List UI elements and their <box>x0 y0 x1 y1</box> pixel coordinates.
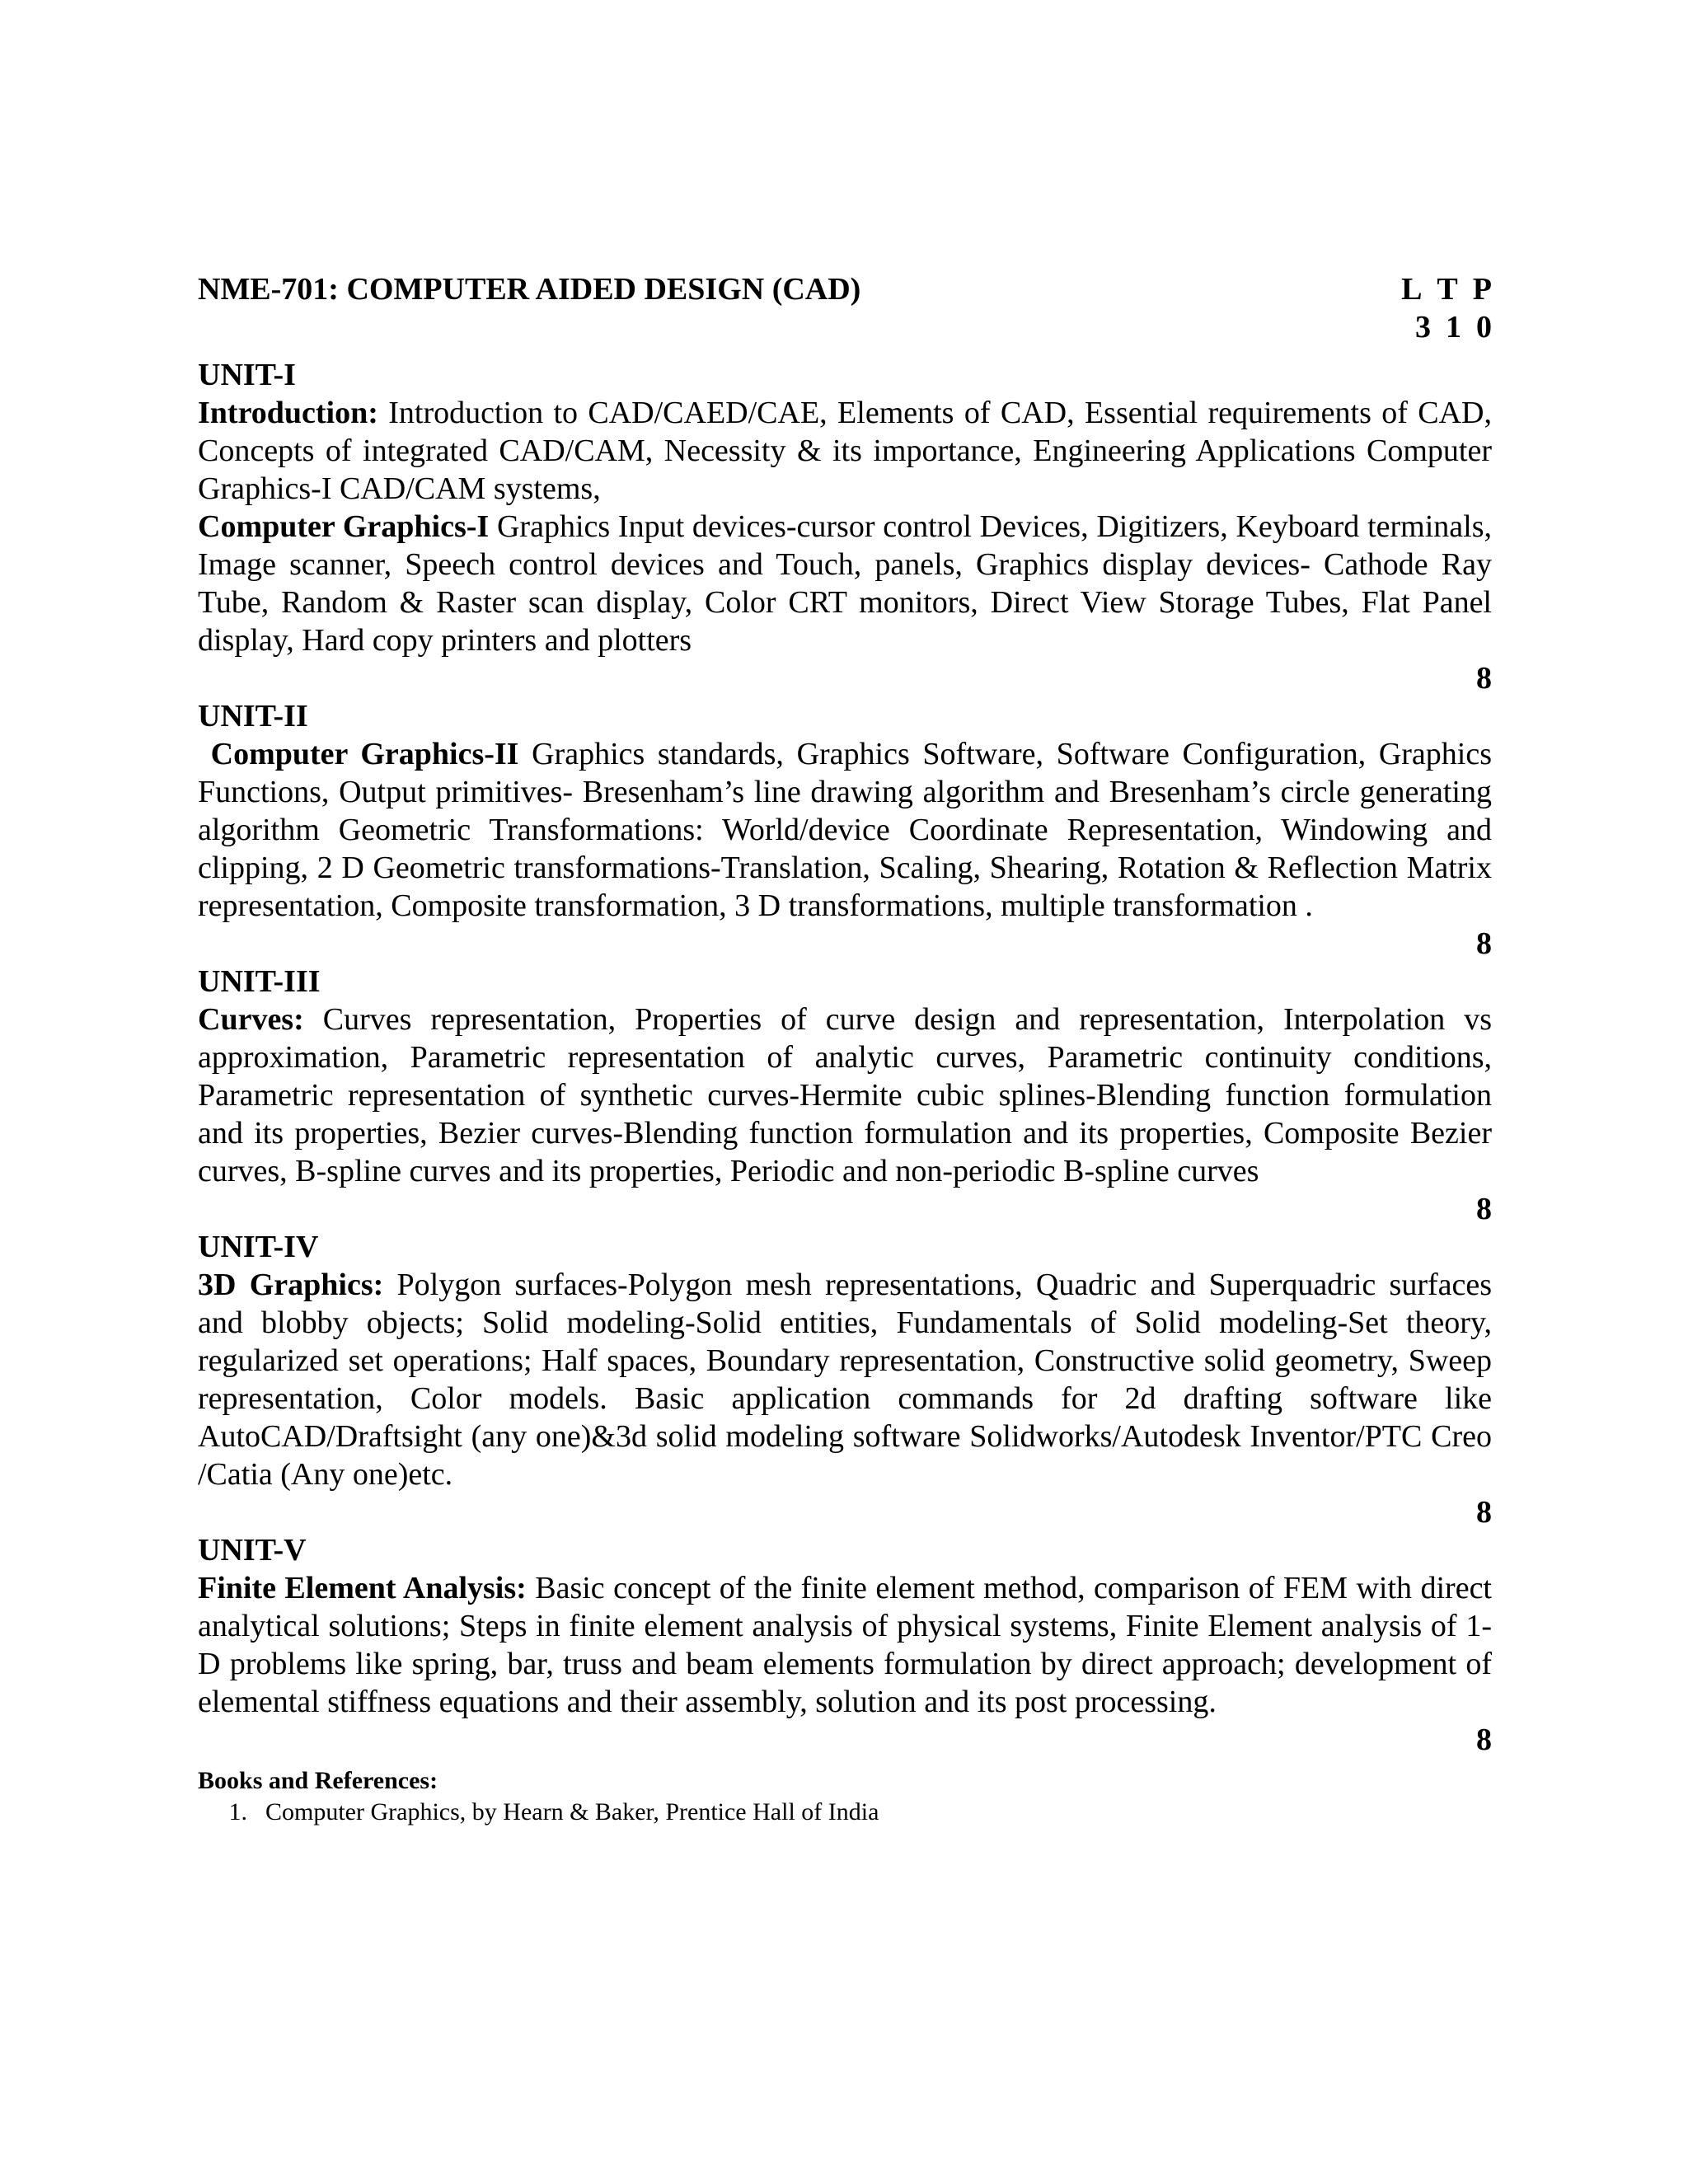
unit-2-section <box>198 697 1492 963</box>
topic-text: Graphics Input devices-cursor control Devices, Digitizers, Keyboard terminals, Image scanner, Speech control devices and Touch, panels, Graphics display devices- Cathode Ray Tube, Random & Raster scan display, Color CRT monitors, Direct View Storage Tubes, Flat Panel display, Hard copy printers and plotters <box>198 509 1492 658</box>
ltp-label-t: T <box>1437 272 1458 307</box>
book-number: 1. <box>228 1798 247 1825</box>
topic-text: Polygon surfaces-Polygon mesh representations, Quadric and Superquadric surfaces and blobby objects; Solid modeling-Solid entities, Fundamentals of Solid modeling-Set theory, regularized set operations; Half spaces, Boundary representation, Constructive solid geometry, Sweep representation, Color models. Basic application commands for 2d drafting software like AutoCAD/Draftsight (any one)&3d solid modeling software Solidworks/Autodesk Inventor/PTC Creo /Catia (Any one)etc. <box>198 1268 1493 1492</box>
unit-paragraph <box>198 1001 1492 1190</box>
topic-label: Computer Graphics-I <box>198 509 490 544</box>
ltp-value-p: 0 <box>1476 310 1492 344</box>
ltp-value-l: 3 <box>1415 310 1431 344</box>
ltp-label-l: L <box>1401 272 1423 307</box>
unit-hours: 8 <box>1476 1495 1492 1530</box>
books-section <box>198 1765 1492 1828</box>
unit-heading: UNIT-V <box>198 1533 307 1568</box>
topic-label: Computer Graphics-II <box>198 737 519 771</box>
unit-5-section <box>198 1531 1492 1759</box>
book-text: Computer Graphics, by Hearn & Baker, Prentice Hall of India <box>265 1798 879 1825</box>
topic-text: Basic concept of the finite element method, comparison of FEM with direct analytical solutions; Steps in finite element analysis of physical systems, Finite Element analysis of 1-D problems like spring, bar, truss and beam elements formulation by direct approach; development of elemental stiffness equations and their assembly, solution and its post processing. <box>198 1571 1492 1719</box>
unit-paragraph <box>198 1569 1492 1721</box>
unit-hours: 8 <box>1476 1192 1492 1226</box>
unit-paragraph <box>198 1266 1492 1493</box>
topic-text: Graphics standards, Graphics Software, Software Configuration, Graphics Functions, Output primitives- Bresenham’s line drawing algorithm and Bresenham’s circle generating algorithm Geometric Transformations: World/device Coordinate Representation, Windowing and clipping, 2 D Geometric transformations-Translation, Scaling, Shearing, Rotation & Reflection Matrix representation, Composite transformation, 3 D transformations, multiple transformation . <box>198 737 1492 923</box>
books-list <box>198 1797 1492 1828</box>
unit-heading: UNIT-III <box>198 964 321 999</box>
unit-hours: 8 <box>1476 1722 1492 1757</box>
ltp-labels-row <box>1401 270 1492 308</box>
unit-paragraph <box>198 735 1492 925</box>
syllabus-page <box>198 264 1492 1828</box>
topic-label: Finite Element Analysis: <box>198 1571 527 1605</box>
unit-paragraph <box>198 394 1492 508</box>
ltp-table <box>1401 270 1492 346</box>
unit-4-section <box>198 1228 1492 1531</box>
unit-hours: 8 <box>1476 661 1492 696</box>
topic-label: Curves: <box>198 1002 304 1037</box>
ltp-values-row <box>1401 308 1492 346</box>
unit-heading: UNIT-I <box>198 358 296 392</box>
unit-1-section <box>198 356 1492 697</box>
topic-text: Curves representation, Properties of curve design and representation, Interpolation vs approximation, Parametric representation of analytic curves, Parametric continuity conditions, Parametric representation of synthetic curves-Hermite cubic splines-Blending function formulation and its properties, Bezier curves-Blending function formulation and its properties, Composite Bezier curves, B-spline curves and its properties, Periodic and non-periodic B-spline curves <box>198 1002 1492 1188</box>
unit-heading: UNIT-II <box>198 699 308 733</box>
books-heading: Books and References: <box>198 1767 438 1794</box>
book-item <box>198 1797 1492 1828</box>
topic-text: Introduction to CAD/CAED/CAE, Elements of CAD, Essential requirements of CAD, Concepts of integrated CAD/CAM, Necessity & its importance, Engineering Applications Computer Graphics-I CAD/CAM systems, <box>198 396 1492 506</box>
topic-label: 3D Graphics: <box>198 1268 384 1302</box>
topic-label: Introduction: <box>198 396 378 430</box>
unit-hours: 8 <box>1476 926 1492 961</box>
ltp-label-p: P <box>1472 272 1492 307</box>
course-header <box>198 264 1492 346</box>
unit-paragraph <box>198 508 1492 659</box>
unit-3-section <box>198 963 1492 1228</box>
unit-heading: UNIT-IV <box>198 1230 319 1264</box>
ltp-value-t: 1 <box>1446 310 1461 344</box>
course-title: NME-701: COMPUTER AIDED DESIGN (CAD) <box>198 272 861 307</box>
